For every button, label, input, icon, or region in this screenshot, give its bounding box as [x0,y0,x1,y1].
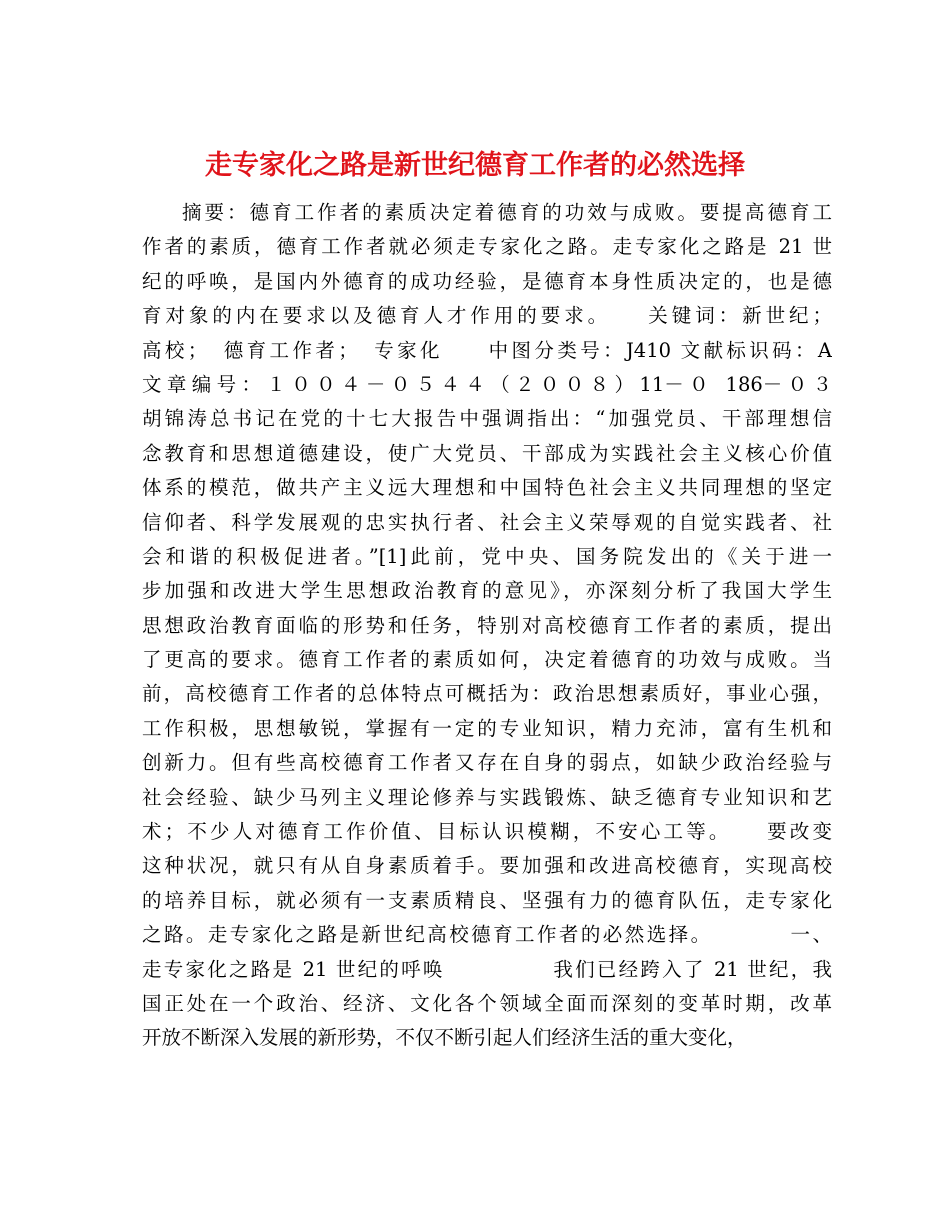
body-line: 高校； 德育工作者； 专家化 中图分类号：J410 文献标识码：A [142,338,832,362]
body-line: 术；不少人对德育工作价值、目标认识模糊，不安心工等。 要改变 [142,820,832,844]
body-line: 信仰者、科学发展观的忠实执行者、社会主义荣辱观的自觉实践者、社 [142,510,832,534]
body-line: 文章编号：１００４－０５４４（２００８）11－０ 186－０３ [142,372,832,396]
body-line: 念教育和思想道德建设，使广大党员、干部成为实践社会主义核心价值 [142,441,832,465]
body-line: 了更高的要求。德育工作者的素质如何，决定着德育的功效与成败。当 [142,648,832,672]
body-line: 作者的素质，德育工作者就必须走专家化之路。走专家化之路是 21 世 [142,235,832,259]
body-line: 摘要：德育工作者的素质决定着德育的功效与成败。要提高德育工 [182,201,832,224]
body-line: 胡锦涛总书记在党的十七大报告中强调指出：“加强党员、干部理想信 [142,407,832,431]
body-line: 体系的模范，做共产主义远大理想和中国特色社会主义共同理想的坚定 [142,476,832,500]
body-line: 工作积极，思想敏锐，掌握有一定的专业知识，精力充沛，富有生机和 [142,716,832,740]
body-line: 前，高校德育工作者的总体特点可概括为：政治思想素质好，事业心强， [142,682,832,706]
body-line: 思想政治教育面临的形势和任务，特别对高校德育工作者的素质，提出 [142,613,832,637]
body-line: 开放不断深入发展的新形势，不仅不断引起人们经济生活的重大变化， [142,1026,747,1050]
body-line: 社会经验、缺少马列主义理论修养与实践锻炼、缺乏德育专业知识和艺 [142,785,832,809]
body-line: 之路。走专家化之路是新世纪高校德育工作者的必然选择。 一、 [142,923,832,947]
body-line: 步加强和改进大学生思想政治教育的意见》，亦深刻分析了我国大学生 [142,579,832,603]
body-line: 育对象的内在要求以及德育人才作用的要求。 关键词：新世纪； [142,304,832,328]
document-body [142,196,832,1056]
body-line: 这种状况，就只有从自身素质着手。要加强和改进高校德育，实现高校 [142,854,832,878]
body-line: 国正处在一个政治、经济、文化各个领域全面而深刻的变革时期，改革 [142,991,832,1015]
document-title: 走专家化之路是新世纪德育工作者的必然选择 [205,150,745,182]
body-line: 会和谐的积极促进者。”[1]此前，党中央、国务院发出的《关于进一 [142,544,832,568]
body-line: 走专家化之路是 21 世纪的呼唤 我们已经跨入了 21 世纪，我 [142,957,832,981]
body-line: 的培养目标，就必须有一支素质精良、坚强有力的德育队伍，走专家化 [142,888,832,912]
body-line: 纪的呼唤，是国内外德育的成功经验，是德育本身性质决定的，也是德 [142,269,832,293]
body-line: 创新力。但有些高校德育工作者又存在自身的弱点，如缺少政治经验与 [142,751,832,775]
